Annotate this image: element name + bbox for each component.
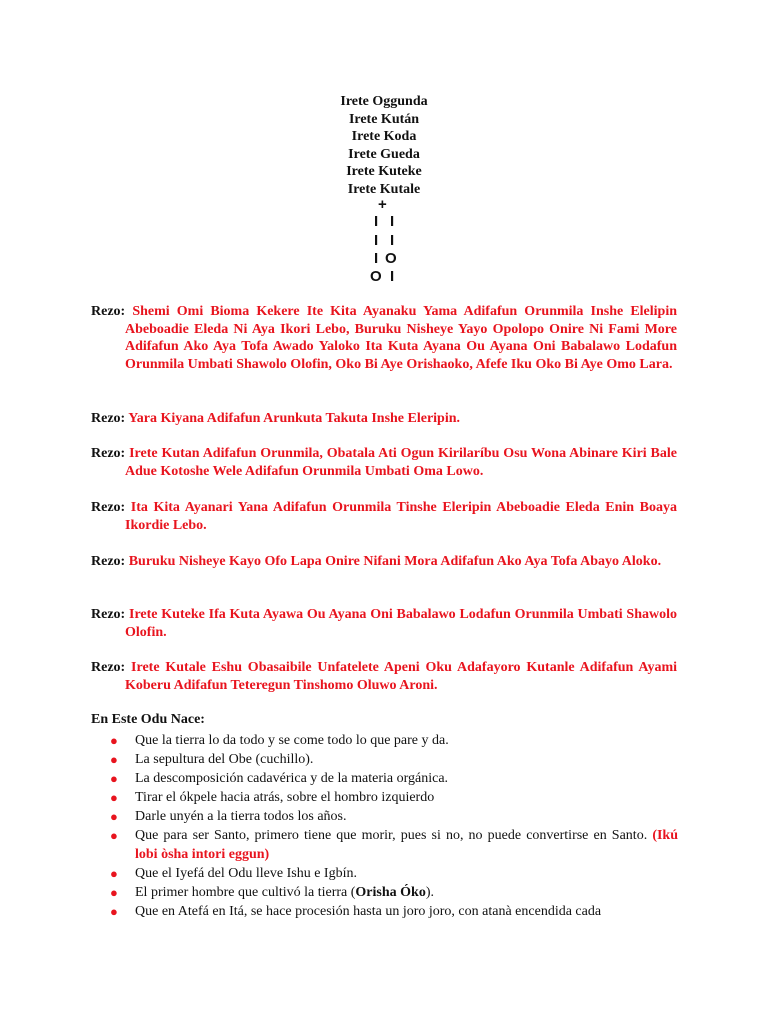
rezo-label: Rezo: — [91, 660, 126, 675]
odu-titles — [0, 93, 768, 199]
rezo-paragraph — [91, 410, 677, 428]
bullet-icon: ● — [110, 752, 118, 767]
rezo-paragraph — [91, 553, 677, 571]
list-item-text: Que la tierra lo da todo y se come todo lo que pare y da. — [135, 733, 449, 748]
list-item-text-after: ). — [425, 885, 434, 900]
list-item-text: La sepultura del Obe (cuchillo). — [135, 752, 314, 767]
title-line: Irete Koda — [351, 129, 417, 145]
title-line: Irete Oggunda — [340, 94, 428, 109]
bullet-icon: ● — [110, 809, 118, 824]
rezo-paragraph — [91, 606, 677, 641]
bullet-icon: ● — [110, 904, 118, 919]
bullet-icon: ● — [110, 885, 118, 900]
rezo-label: Rezo: — [91, 607, 126, 622]
rezo-text: Irete Kutan Adifafun Orunmila, Obatala Ati Ogun Kirilaríbu Osu Wona Abinare Kiri Bale Adue Kotoshe Wele Adifafun Orunmila Umbati Oma Lowo. — [125, 446, 677, 479]
sign-mark: I — [374, 232, 379, 249]
list-item — [110, 731, 678, 750]
list-item — [110, 807, 678, 826]
rezo-label: Rezo: — [91, 446, 126, 461]
rezo-paragraph — [91, 445, 677, 480]
rezo-text: Irete Kutale Eshu Obasaibile Unfatelete Apeni Oku Adafayoro Kutanle Adifafun Ayami Koberu Adifafun Teteregun Tinshomo Oluwo Aroni. — [125, 660, 678, 693]
title-line: Irete Kután — [348, 111, 420, 127]
list-item — [110, 769, 678, 788]
section-heading: En Este Odu Nace: — [91, 712, 205, 727]
list-item-text: Que para ser Santo, primero tiene que morir, pues si no, no puede convertirse en Santo. — [135, 828, 648, 843]
bullet-icon: ● — [110, 828, 118, 843]
title-line: Irete Kutale — [347, 181, 421, 197]
sign-mark: I — [390, 213, 395, 230]
list-item-text: Que en Atefá en Itá, se hace procesión hasta un joro joro, con atanà encendida cada — [135, 904, 602, 919]
list-item — [110, 826, 678, 864]
sign-mark: I — [390, 232, 395, 249]
sign-plus: + — [378, 196, 387, 213]
bullet-icon: ● — [110, 790, 118, 805]
rezo-paragraph — [91, 499, 677, 534]
list-item-text: Tirar el ókpele hacia atrás, sobre el hombro izquierdo — [135, 790, 435, 805]
list-item — [110, 864, 678, 883]
sign-mark: O — [370, 268, 382, 285]
title-line: Irete Gueda — [348, 146, 420, 162]
title-line: Irete Kuteke — [346, 164, 422, 180]
bullet-icon: ● — [110, 866, 118, 881]
rezo-text: Buruku Nisheye Kayo Ofo Lapa Onire Nifani Mora Adifafun Ako Aya Tofa Abayo Aloko. — [128, 554, 662, 569]
list-item — [110, 788, 678, 807]
rezo-paragraph — [91, 659, 677, 694]
rezo-label: Rezo: — [91, 411, 126, 426]
sign-mark: I — [390, 268, 395, 285]
list-item-emphasis: (Ikú lobi òsha intori eggun) — [135, 828, 678, 862]
list-item — [110, 750, 678, 769]
bullet-list — [110, 731, 678, 921]
sign-mark: I — [374, 250, 379, 267]
bullet-icon: ● — [110, 733, 118, 748]
list-item — [110, 902, 678, 921]
rezo-text: Irete Kuteke Ifa Kuta Ayawa Ou Ayana Oni Babalawo Lodafun Orunmila Umbati Shawolo Olofin. — [125, 607, 677, 640]
list-item-bold: Orisha Óko — [355, 885, 426, 900]
sign-mark: O — [385, 250, 397, 267]
list-item-text: Que el Iyefá del Odu lleve Ishu e Igbín. — [135, 866, 357, 881]
sign-mark: I — [374, 213, 379, 230]
bullet-icon: ● — [110, 771, 118, 786]
rezo-label: Rezo: — [91, 500, 126, 515]
rezo-text: Ita Kita Ayanari Yana Adifafun Orunmila Tinshe Eleripin Abeboadie Eleda Enin Boaya Ikordie Lebo. — [125, 500, 678, 533]
list-item — [110, 883, 678, 902]
list-item-text: Darle unyén a la tierra todos los años. — [135, 809, 347, 824]
rezo-text: Yara Kiyana Adifafun Arunkuta Takuta Inshe Eleripin. — [128, 411, 461, 426]
rezo-label: Rezo: — [91, 304, 126, 319]
rezo-label: Rezo: — [91, 554, 126, 569]
rezo-text: Shemi Omi Bioma Kekere Ite Kita Ayanaku Yama Adifafun Orunmila Inshe Elelipin Abeboadie Eleda Ni Aya Ikori Lebo, Buruku Nisheye Yayo Opolopo Onire Ni Fami More Adifafun Ako Aya Tofa Awado Yaloko Ita Kuta Ayana Ou Ayana Oni Babalawo Lodafun Orunmila Umbati Shawolo Olofin, Oko Bi Aye Orishaoko, Afefe Iku Oko Bi Aye Omo Lara. — [125, 304, 678, 372]
list-item-text: La descomposición cadavérica y de la materia orgánica. — [135, 771, 449, 786]
list-item-text: El primer hombre que cultivó la tierra ( — [135, 885, 356, 900]
rezo-paragraph — [91, 303, 677, 373]
